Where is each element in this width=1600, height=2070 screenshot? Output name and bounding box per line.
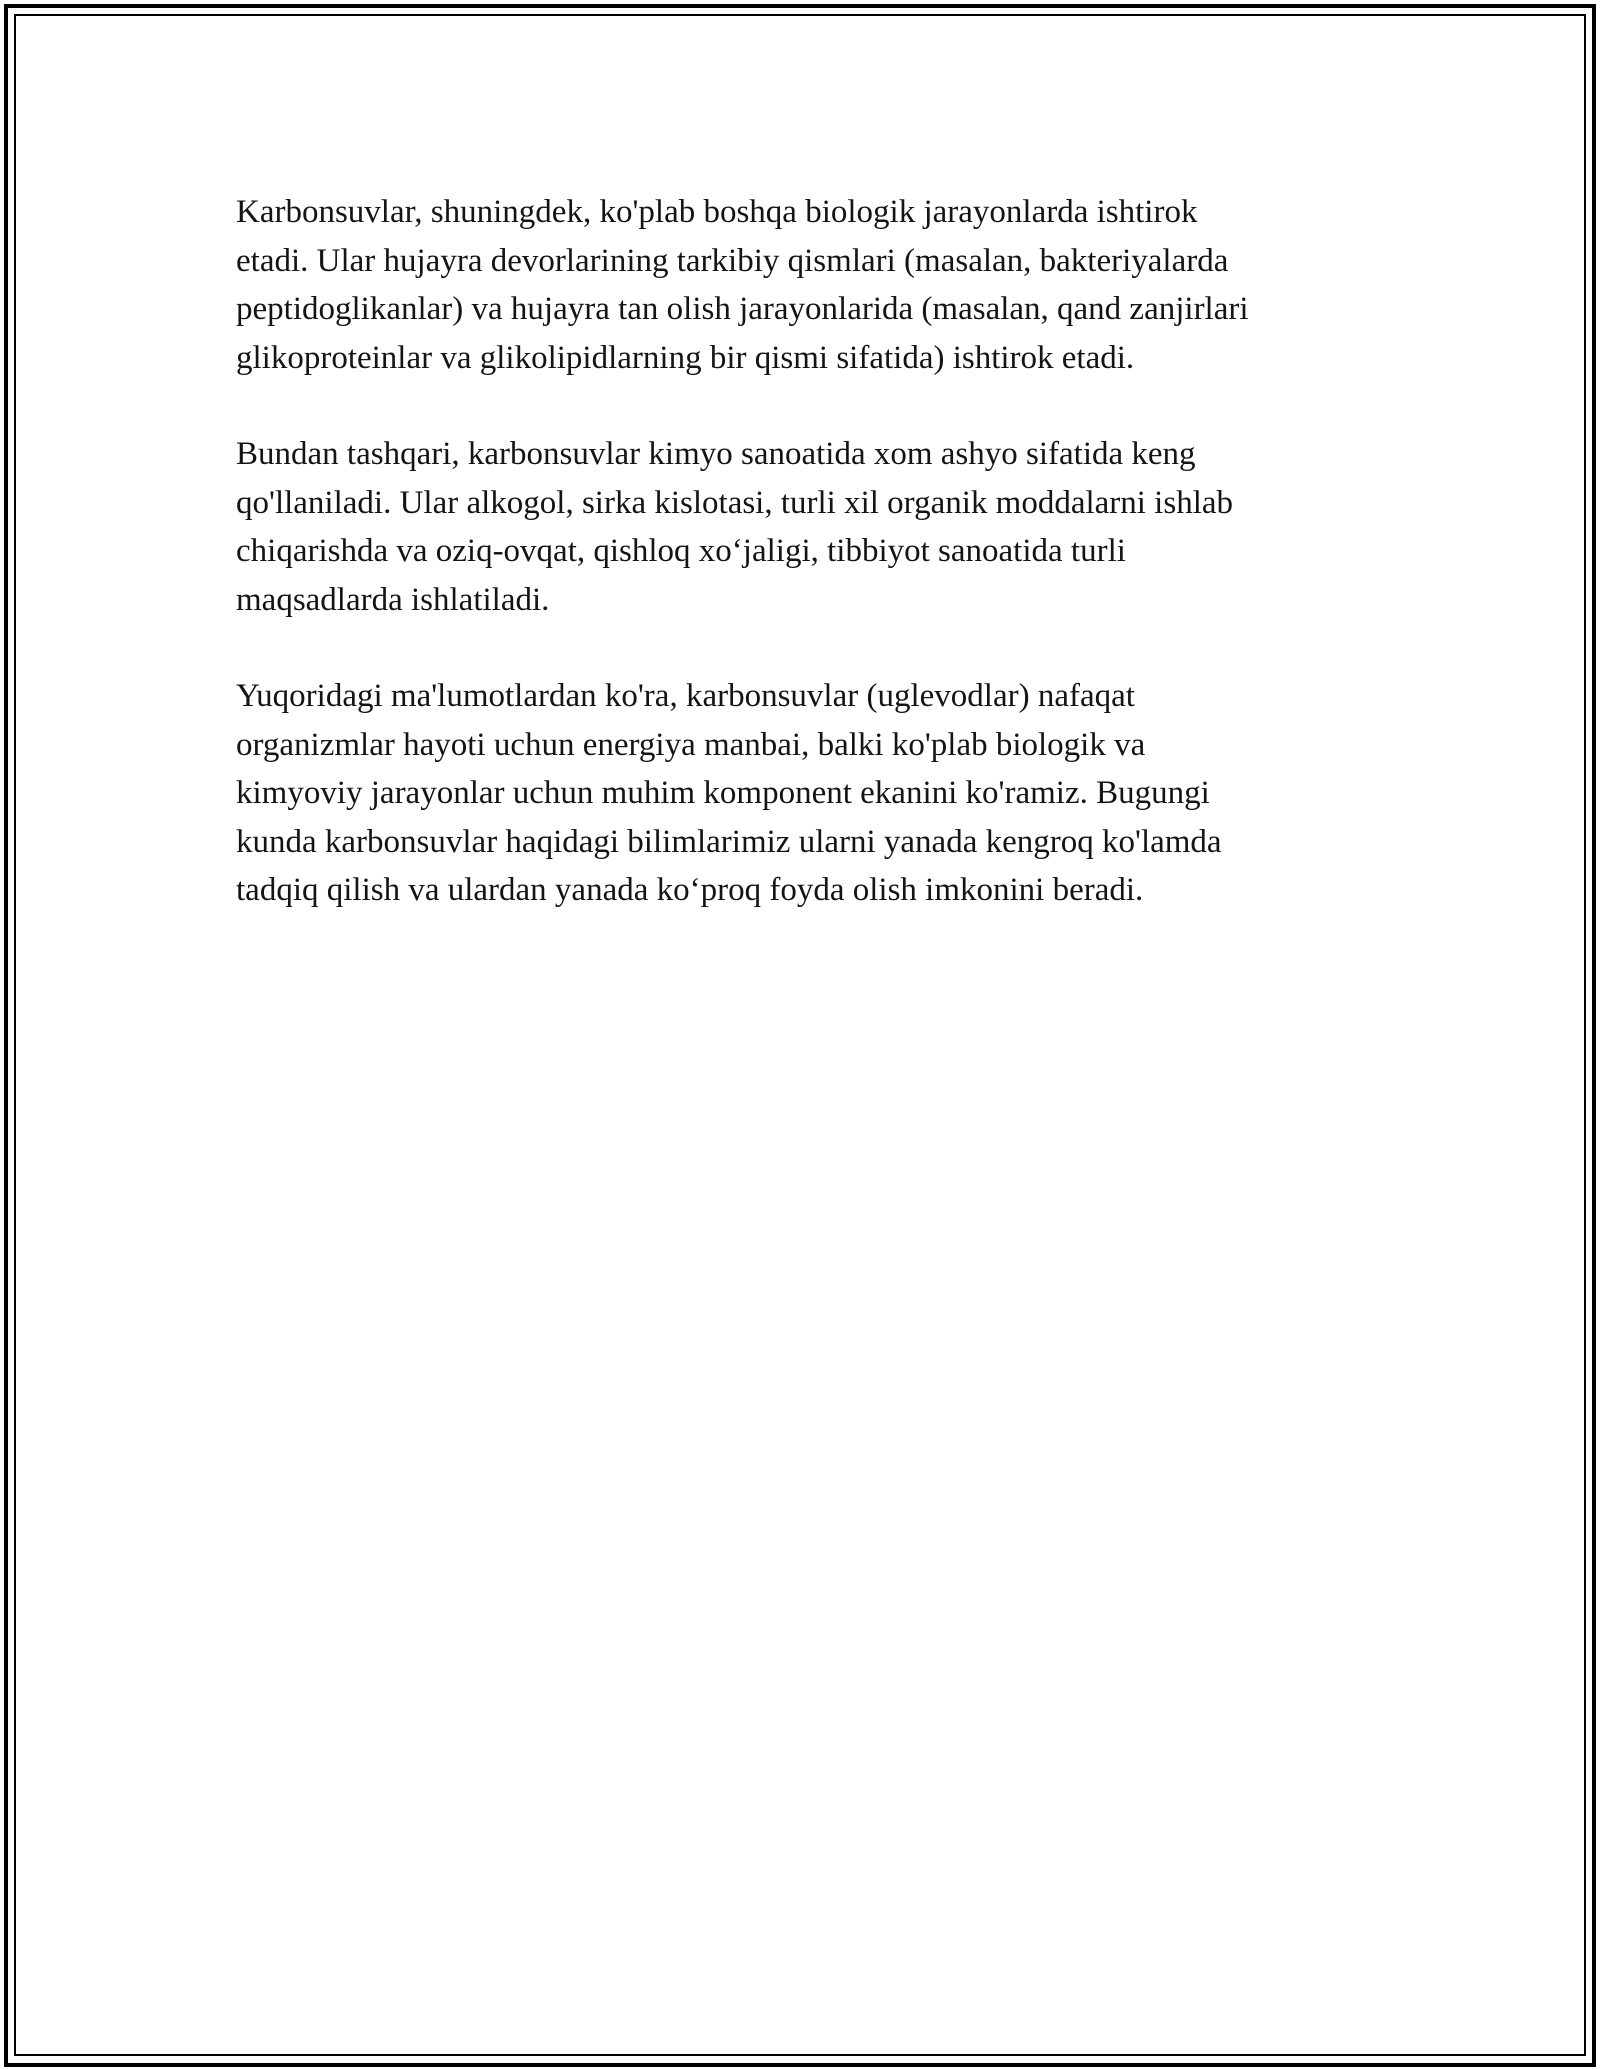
paragraph-line: glikoproteinlar va glikolipidlarning bir qismi sifatida) ishtirok etadi. bbox=[236, 339, 1135, 376]
paragraph-1 bbox=[236, 188, 1386, 382]
paragraph-line: maqsadlarda ishlatiladi. bbox=[236, 581, 550, 618]
paragraph-line: Bundan tashqari, karbonsuvlar kimyo sanoatida xom ashyo sifatida keng bbox=[236, 436, 1196, 472]
paragraph-line: Yuqoridagi ma'lumotlardan ko'ra, karbonsuvlar (uglevodlar) nafaqat bbox=[236, 678, 1135, 714]
paragraph-2 bbox=[236, 430, 1386, 624]
paragraph-line: kimyoviy jarayonlar uchun muhim komponent ekanini ko'ramiz. Bugungi bbox=[236, 775, 1210, 811]
paragraph-line: peptidoglikanlar) va hujayra tan olish jarayonlarida (masalan, qand zanjirlari bbox=[236, 291, 1249, 327]
paragraph-line: kunda karbonsuvlar haqidagi bilimlarimiz ularni yanada kengroq ko'lamda bbox=[236, 823, 1222, 860]
paragraph-line: chiqarishda va oziq-ovqat, qishloq xo‘jaligi, tibbiyot sanoatida turli bbox=[236, 533, 1126, 569]
paragraph-line: Karbonsuvlar, shuningdek, ko'plab boshqa biologik jarayonlarda ishtirok bbox=[236, 194, 1198, 230]
document-body bbox=[236, 188, 1386, 963]
paragraph-3 bbox=[236, 672, 1386, 915]
paragraph-line: tadqiq qilish va ulardan yanada ko‘proq foyda olish imkonini beradi. bbox=[236, 872, 1144, 908]
paragraph-line: organizmlar hayoti uchun energiya manbai, balki ko'plab biologik va bbox=[236, 726, 1146, 763]
paragraph-line: etadi. Ular hujayra devorlarining tarkibiy qismlari (masalan, bakteriyalarda bbox=[236, 242, 1229, 279]
paragraph-line: qo'llaniladi. Ular alkogol, sirka kislotasi, turli xil organik moddalarni ishlab bbox=[236, 484, 1234, 521]
